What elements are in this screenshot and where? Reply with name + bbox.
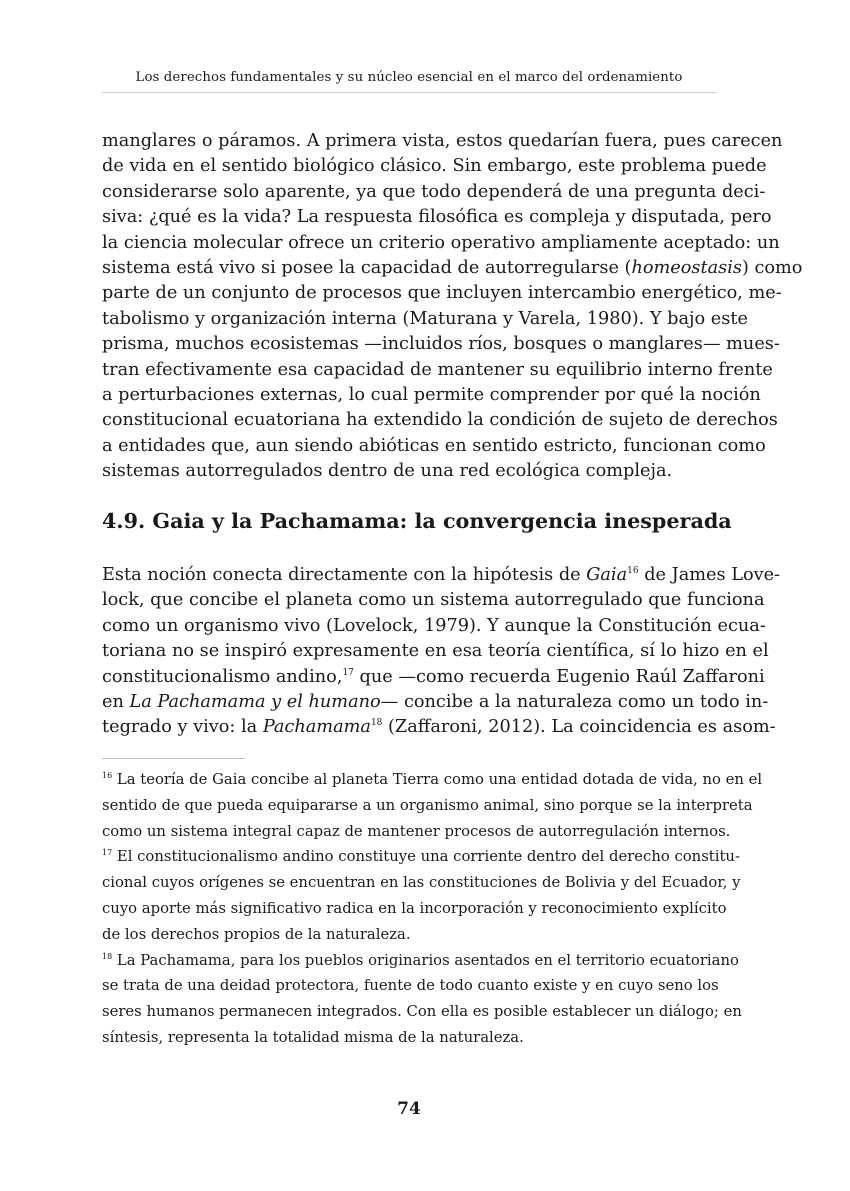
paragraph-1 [102,129,803,484]
text-line: en La Pachamama y el humano— concibe a la naturaleza como un todo in- [102,691,769,712]
italic-term: Gaia [586,565,628,585]
paragraph-2 [102,563,781,741]
footnote-number: 16 [102,771,113,780]
text-line: constitucionalismo andino,$^{17}$ que —como recuerda Eugenio Raúl Zaffaroni [102,666,765,687]
text-line: de vida en el sentido biológico clásico. Sin embargo, este problema puede [102,156,767,177]
text-line: como un organismo vivo (Lovelock, 1979). Y aunque la Constitución ecua- [102,615,766,636]
text-line: toriana no se inspiró expresamente en esa teoría científica, sí lo hizo en el [102,641,769,662]
footnote-line: cuyo aporte más significativo radica en la incorporación y reconocimiento explícito [102,899,727,917]
header-divider [102,92,716,93]
italic-term: Pachamama [262,717,371,738]
text-line: prisma, muchos ecosistemas —incluidos ríos, bosques o manglares— mues- [102,334,780,355]
text-line: Esta noción conecta directamente con la hipótesis de Gaia$^{16}$ de James Love- [102,565,781,585]
text-line: siva: ¿qué es la vida? La respuesta filosófica es compleja y disputada, pero [102,207,772,228]
page-number: 74 [397,1099,421,1119]
footnote-ref-18[interactable]: 18 [370,718,383,729]
footnotes [102,767,763,1051]
footnote-17: $^{17}$ El constitucionalismo andino constituye una corriente dentro del derecho constitu- [102,848,740,866]
italic-term: homeostasis [631,257,742,278]
footnote-ref-17[interactable]: 17 [342,667,354,678]
section-heading: 4.9. Gaia y la Pachamama: la convergencia inesperada [102,509,732,533]
text-line: la ciencia molecular ofrece un criterio operativo ampliamente aceptado: un [102,232,780,253]
footnote-number: 17 [102,848,113,858]
text-line: sistemas autorregulados dentro de una red ecológica compleja. [102,461,673,482]
footnote-number: 18 [102,951,113,961]
footnote-divider [102,758,245,759]
text-line: constitucional ecuatoriana ha extendido la condición de sujeto de derechos [102,410,778,431]
text-line: parte de un conjunto de procesos que incluyen intercambio energético, me- [102,283,782,304]
text-line: tran efectivamente esa capacidad de mantener su equilibrio interno frente [102,359,773,380]
italic-book-title: La Pachamama y el humano [129,691,381,712]
footnote-18: $^{18}$ La Pachamama, para los pueblos originarios asentados en el territorio ecuatoriano [102,951,739,969]
footnote-line: de los derechos propios de la naturaleza. [102,925,411,943]
footnote-line: como un sistema integral capaz de mantener procesos de autorregulación internos. [102,822,731,840]
footnote-line: síntesis, representa la totalidad misma de la naturaleza. [102,1028,524,1046]
running-header: Los derechos fundamentales y su núcleo esencial en el marco del ordenamiento [135,70,683,85]
text-line: sistema está vivo si posee la capacidad de autorregularse (homeostasis) como [102,257,803,278]
footnote-16: $^{16}$ La teoría de Gaia concibe al planeta Tierra como una entidad dotada de vida, no en el [102,771,763,788]
footnote-line: se trata de una deidad protectora, fuente de todo cuanto existe y en cuyo seno los [102,977,719,995]
text-line: lock, que concibe el planeta como un sistema autorregulado que funciona [102,590,765,611]
text-line: a perturbaciones externas, lo cual permite comprender por qué la noción [102,384,761,405]
text-line: tabolismo y organización interna (Maturana y Varela, 1980). Y bajo este [102,308,748,329]
footnote-ref-16[interactable]: 16 [627,566,639,576]
text-line: a entidades que, aun siendo abióticas en sentido estricto, funcionan como [102,435,766,456]
text-line: considerarse solo aparente, ya que todo dependerá de una pregunta deci- [102,181,766,202]
footnote-line: sentido de que pueda equipararse a un organismo animal, sino porque se la interpreta [102,796,753,814]
text-line: tegrado y vivo: la Pachamama$^{18}$ (Zaffaroni, 2012). La coincidencia es asom- [102,717,776,738]
footnote-line: cional cuyos orígenes se encuentran en las constituciones de Bolivia y del Ecuador, y [102,874,741,892]
footnote-line: seres humanos permanecen integrados. Con ella es posible establecer un diálogo; en [102,1003,742,1021]
text-line: manglares o páramos. A primera vista, estos quedarían fuera, pues carecen [102,131,783,151]
